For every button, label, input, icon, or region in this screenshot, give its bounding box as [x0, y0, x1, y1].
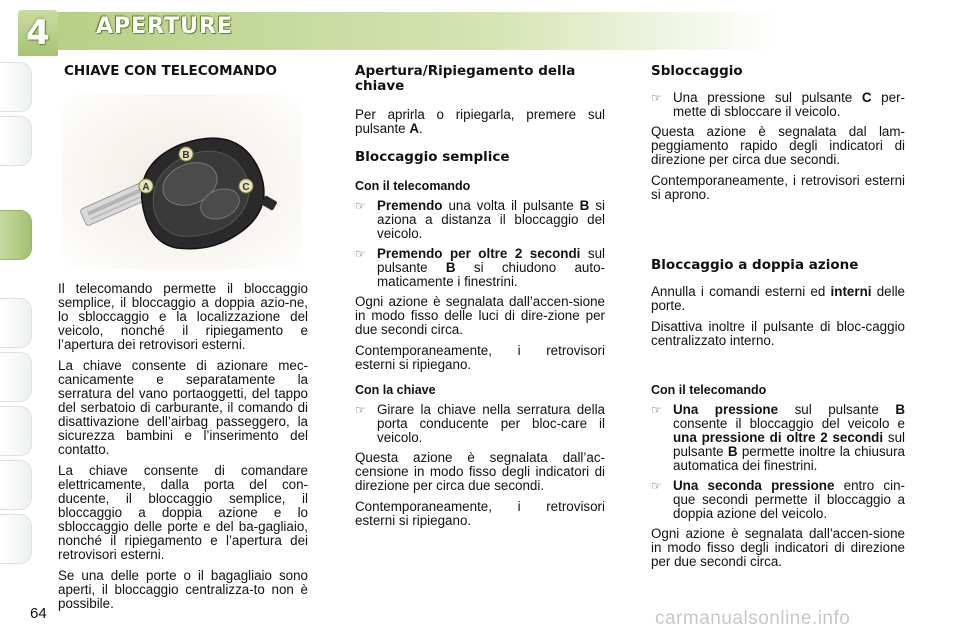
pointing-hand-icon: ☞ — [651, 479, 662, 493]
bullet-item: ☞ Premendo per oltre 2 secondi sul pulsante B si chiudono auto-maticamente i finestrini. — [355, 246, 605, 289]
label-b — [179, 147, 193, 161]
column-right-middle — [651, 258, 905, 355]
bullet-item: ☞ Girare la chiave nella serratura della porta conducente per bloc-care il veicolo. — [355, 402, 605, 445]
side-tab-5[interactable] — [0, 352, 32, 402]
side-tab-2[interactable] — [0, 116, 32, 166]
paragraph: Contemporaneamente, i retrovisori esterni si ripiegano. — [355, 343, 605, 372]
pointing-hand-icon: ☞ — [651, 403, 662, 417]
side-tab-1[interactable] — [0, 62, 32, 112]
paragraph: Se una delle porte o il bagagliaio sono aperti, il bloccaggio centralizza-to non è possibile. — [58, 568, 308, 611]
sub-heading-chiave: Con la chiave — [355, 383, 436, 397]
paragraph: Questa azione è segnalata dal lam-peggiamento rapido degli indicatori di direzione per circa due secondi. — [651, 124, 905, 167]
column-left-text — [58, 282, 308, 618]
remote-key-illustration — [62, 94, 302, 269]
column-left — [62, 64, 306, 89]
side-tab-7[interactable] — [0, 460, 32, 510]
pointing-hand-icon: ☞ — [355, 247, 366, 261]
column-middle — [355, 64, 605, 379]
chapter-number: 4 — [26, 13, 50, 53]
section-heading-sbloccaggio: Sbloccaggio — [651, 63, 743, 79]
bullet-item: ☞ Premendo una volta il pulsante B si aziona a distanza il bloccaggio del veicolo. — [355, 198, 605, 241]
paragraph: Ogni azione è segnalata dall’accen-sione in modo fisso degli indicatori di direzione per due secondi circa. — [651, 526, 905, 569]
svg-text:A: A — [142, 182, 150, 193]
side-tab-4[interactable] — [0, 298, 32, 348]
paragraph: Il telecomando permette il bloccaggio semplice, il bloccaggio a doppia azio-ne, lo sbloccaggio e la localizzazione del veicolo, nonché il ripiegamento e l’apertura dei retrovisori esterni. — [58, 281, 308, 352]
pointing-hand-icon: ☞ — [355, 403, 366, 417]
side-chapter-tabs — [0, 62, 34, 582]
page-number: 64 — [30, 605, 47, 622]
paragraph: Per aprirla o ripiegarla, premere sul pulsante A. — [355, 107, 605, 136]
paragraph: Questa azione è segnalata dall’ac-censione in modo fisso degli indicatori di direzione per circa due secondi. — [355, 450, 605, 493]
paragraph: Disattiva inoltre il pulsante di bloc-caggio centralizzato interno. — [651, 319, 905, 348]
pointing-hand-icon: ☞ — [355, 199, 366, 213]
column-right-lower — [651, 383, 905, 576]
paragraph: Annulla i comandi esterni ed interni delle porte. — [651, 284, 905, 313]
watermark: carmanualsonline.info — [655, 608, 851, 629]
section-heading-apertura: Apertura/Ripiegamento della chiave — [355, 63, 576, 94]
chapter-tab — [18, 10, 58, 56]
side-tab-current[interactable] — [0, 210, 32, 260]
bullet-item: ☞ Una pressione sul pulsante B consente il bloccaggio del veicolo e una pressione di oltre 2 secondi sul pulsante B permette inoltre la chiusura automatica dei finestrini. — [651, 402, 905, 473]
key-figure — [62, 94, 302, 269]
pointing-hand-icon: ☞ — [651, 91, 662, 105]
paragraph: Contemporaneamente, i retrovisori esterni si ripiegano. — [355, 499, 605, 528]
paragraph: Contemporaneamente, i retrovisori esterni si aprono. — [651, 173, 905, 202]
side-tab-8[interactable] — [0, 514, 32, 564]
bullet-item: ☞ Una seconda pressione entro cin-que secondi permette il bloccaggio a doppia azione del veicolo. — [651, 478, 905, 521]
bullet-item: ☞ Una pressione sul pulsante C per-mette di sbloccare il veicolo. — [651, 90, 905, 119]
column-right — [651, 64, 905, 209]
paragraph: La chiave consente di azionare mec-canicamente e separatamente la serratura del vano portaoggetti, del tappo del serbatoio di carburante, il comando di disattivazione dell’airbag passeggero, la sicurezza bambini e l’inserimento del contatto. — [58, 358, 308, 457]
label-a — [139, 179, 153, 193]
section-heading-chiave: CHIAVE CON TELECOMANDO — [64, 63, 278, 79]
section-heading-bloccaggio-semplice: Bloccaggio semplice — [355, 149, 510, 165]
column-middle-lower — [355, 383, 605, 535]
svg-text:C: C — [242, 182, 250, 193]
chapter-title: APERTURE — [96, 14, 233, 39]
section-heading-doppia-azione: Bloccaggio a doppia azione — [651, 257, 859, 273]
key-fob — [142, 138, 278, 249]
paragraph: La chiave consente di comandare elettricamente, dalla porta del con-ducente, il bloccaggio semplice, il bloccaggio a doppia azione e lo sbloccaggio delle porte e del ba-gagliaio, nonché il ripiegamento e l’apertura dei retrovisori esterni. — [58, 463, 308, 562]
side-tab-6[interactable] — [0, 406, 32, 456]
sub-heading-telecomando: Con il telecomando — [355, 179, 471, 193]
paragraph: Ogni azione è segnalata dall’accen-sione in modo fisso delle luci di dire-zione per due secondi circa. — [355, 294, 605, 337]
svg-text:B: B — [182, 150, 190, 161]
label-c — [239, 179, 253, 193]
sub-heading-telecomando: Con il telecomando — [651, 383, 767, 397]
